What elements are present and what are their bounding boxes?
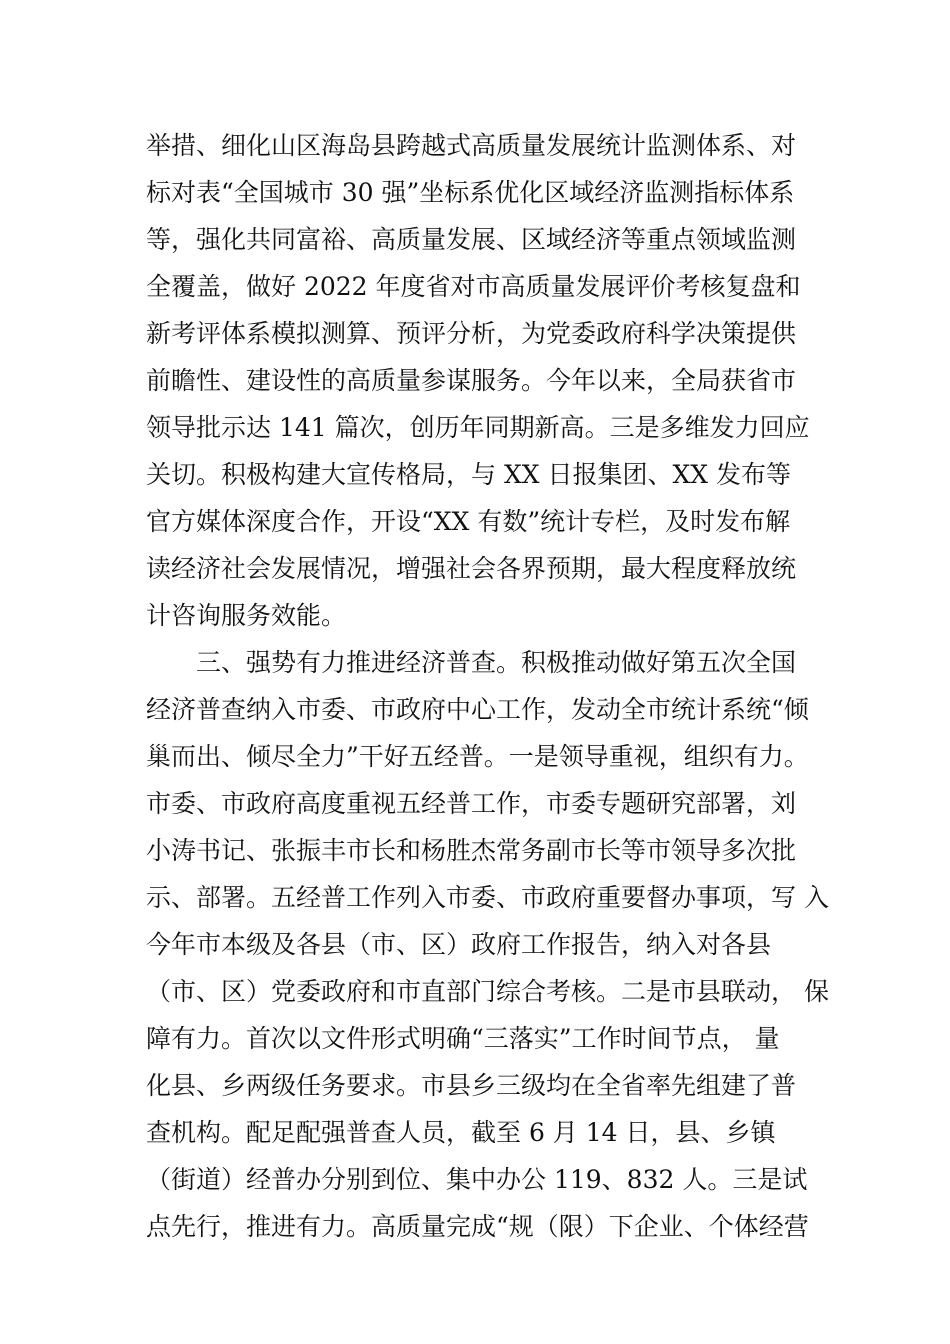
text-line: （市、区）党委政府和市直部门综合考核。二是市县联动， 保 — [146, 977, 829, 1006]
text-line: 点先行，推进有力。高质量完成“规（限）下企业、个体经营 — [146, 1212, 809, 1241]
text-line: 小涛书记、张振丰市长和杨胜杰常务副市长等市领导多次批 — [146, 836, 797, 865]
text-line: 标对表“全国城市 30 强”坐标系优化区域经济监测指标体系 — [146, 178, 795, 207]
text-line: 障有力。首次以文件形式明确“三落实”工作时间节点， 量 — [146, 1024, 780, 1053]
text-line: 巢而出、倾尽全力”干好五经普。一是领导重视，组织有力。 — [146, 742, 809, 771]
text-line: 示、部署。五经普工作列入市委、市政府重要督办事项，写 入 — [146, 883, 829, 912]
paragraph-start-line: 三、强势有力推进经济普查。积极推动做好第五次全国 — [196, 648, 797, 677]
text-line: 经济普查纳入市委、市政府中心工作，发动全市统计系统“倾 — [146, 695, 809, 724]
text-line: 等，强化共同富裕、高质量发展、区域经济等重点领域监测 — [146, 225, 797, 254]
text-line: 前瞻性、建设性的高质量参谋服务。今年以来，全局获省市 — [146, 366, 797, 395]
text-line: 新考评体系模拟测算、预评分析，为党委政府科学决策提供 — [146, 319, 797, 348]
text-line: 计咨询服务效能。 — [146, 601, 347, 630]
text-line: 今年市本级及各县（市、区）政府工作报告，纳入对各县 — [146, 930, 772, 959]
text-line: 关切。积极构建大宣传格局，与 XX 日报集团、XX 发布等 — [146, 460, 792, 489]
text-line: 查机构。配足配强普查人员，截至 6 月 14 日，县、乡镇 — [146, 1118, 776, 1147]
text-line: 市委、市政府高度重视五经普工作，市委专题研究部署，刘 — [146, 789, 797, 818]
text-line: 读经济社会发展情况，增强社会各界预期，最大程度释放统 — [146, 554, 797, 583]
text-line: 官方媒体深度合作，开设“XX 有数”统计专栏，及时发布解 — [146, 507, 791, 536]
text-line: 全覆盖，做好 2022 年度省对市高质量发展评价考核复盘和 — [146, 272, 801, 301]
text-line: 举措、细化山区海岛县跨越式高质量发展统计监测体系、对 — [146, 131, 797, 160]
text-line: 领导批示达 141 篇次，创历年同期新高。三是多维发力回应 — [146, 413, 810, 442]
body-text — [146, 122, 829, 1250]
text-line: （街道）经普办分别到位、集中办公 119、832 人。三是试 — [146, 1165, 808, 1194]
text-line: 化县、乡两级任务要求。市县乡三级均在全省率先组建了普 — [146, 1071, 797, 1100]
